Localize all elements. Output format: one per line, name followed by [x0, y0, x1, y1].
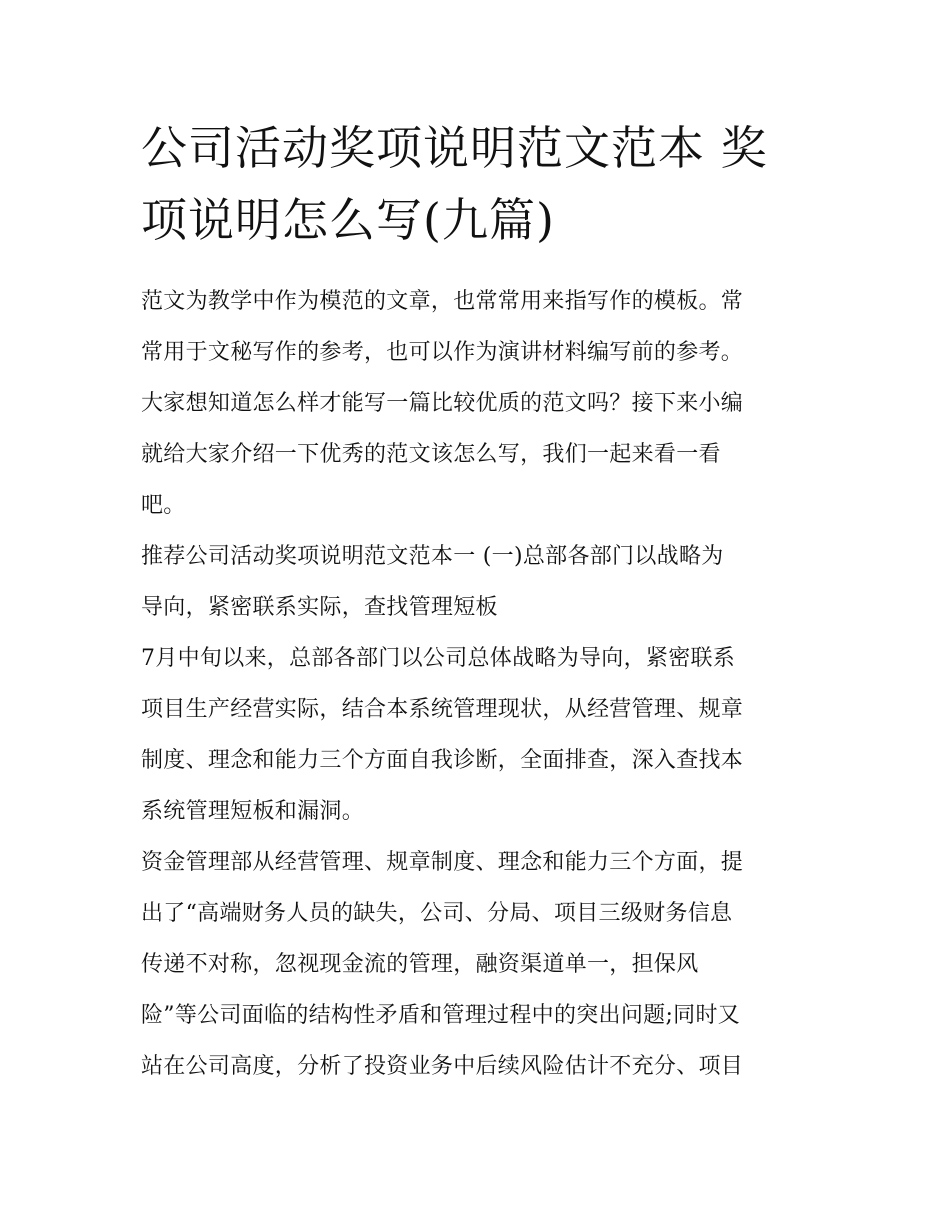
heading-line: 推荐公司活动奖项说明范文范本一 (一)总部各部门以战略为 — [141, 544, 724, 569]
paragraph-line: 传递不对称，忽视现金流的管理，融资渠道单一，担保风 — [141, 952, 699, 977]
paragraph-line: 项目生产经营实际，结合本系统管理现状，从经营管理、规章 — [141, 697, 744, 722]
intro-line: 常用于文秘写作的参考，也可以作为演讲材料编写前的参考。 — [141, 340, 744, 365]
document-body — [141, 276, 816, 1092]
body-paragraph-2 — [141, 837, 816, 1092]
title-line: 项说明怎么写(九篇) — [141, 193, 555, 247]
paragraph-line: 系统管理短板和漏洞。 — [141, 799, 365, 824]
document-title — [141, 112, 821, 256]
paragraph-line: 资金管理部从经营管理、规章制度、理念和能力三个方面，提 — [141, 850, 744, 875]
intro-line: 大家想知道怎么样才能写一篇比较优质的范文吗？接下来小编 — [141, 391, 744, 416]
section-heading — [141, 531, 816, 633]
intro-line: 就给大家介绍一下优秀的范文该怎么写，我们一起来看一看 — [141, 442, 721, 467]
heading-line: 导向，紧密联系实际，查找管理短板 — [141, 595, 498, 620]
intro-paragraph — [141, 276, 816, 531]
paragraph-line: 7月中旬以来，总部各部门以公司总体战略为导向，紧密联系 — [141, 646, 736, 671]
title-line: 公司活动奖项说明范文范本 奖 — [141, 121, 768, 175]
intro-line: 范文为教学中作为模范的文章，也常常用来指写作的模板。常 — [141, 289, 744, 314]
paragraph-line: 险”等公司面临的结构性矛盾和管理过程中的突出问题;同时又 — [141, 1003, 741, 1028]
paragraph-line: 制度、理念和能力三个方面自我诊断，全面排查，深入查找本 — [141, 748, 744, 773]
body-paragraph-1 — [141, 633, 816, 837]
paragraph-line: 出了“高端财务人员的缺失，公司、分局、项目三级财务信息 — [141, 901, 733, 926]
paragraph-line: 站在公司高度，分析了投资业务中后续风险估计不充分、项目 — [141, 1054, 744, 1079]
intro-line: 吧。 — [141, 493, 186, 518]
